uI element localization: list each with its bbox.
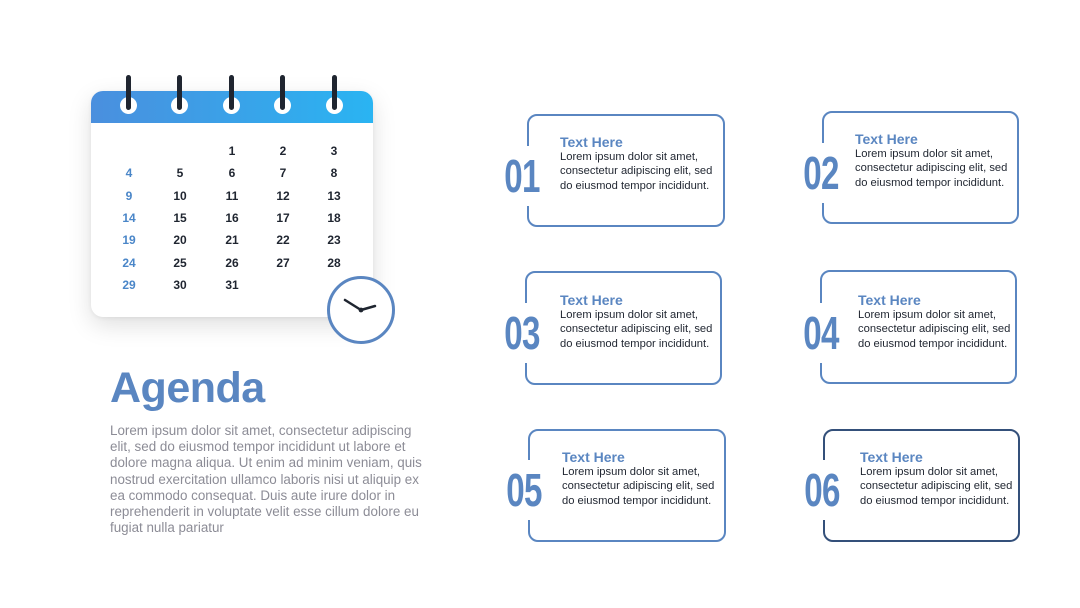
calendar-day: 27 [276, 255, 290, 270]
calendar-day: 19 [122, 233, 136, 248]
calendar-day: 6 [228, 166, 236, 181]
card-title: Text Here [560, 134, 623, 150]
calendar-ring [126, 75, 131, 110]
calendar-day: 4 [125, 166, 133, 181]
calendar-day: 18 [327, 210, 341, 225]
calendar-day: 1 [228, 144, 236, 158]
card-title: Text Here [855, 131, 918, 147]
calendar-day: 9 [125, 188, 133, 203]
calendar-ring [280, 75, 285, 110]
agenda-description: Lorem ipsum dolor sit amet, consectetur adipiscing elit, sed do eiusmod tempor incididunt ut labore et dolore magna aliqua. Ut enim ad minim veniam, quis nostrud exercitation ullamco laboris nisi ut aliquip ex ea commodo consequat. Duis aute irure dolor in reprehenderit in voluptate velit esse cillum dolore eu fugiat nulla pariatur [110, 423, 422, 536]
card-number: 03 [504, 303, 540, 363]
card-text: Lorem ipsum dolor sit amet, consectetur adipiscing elit, sed do eiusmod tempor incididunt. [855, 148, 1008, 189]
calendar-day: 24 [122, 255, 136, 270]
card-number: 02 [803, 143, 839, 203]
card-title: Text Here [560, 292, 623, 308]
calendar-day: 11 [225, 188, 239, 203]
calendar-day: 21 [225, 233, 239, 248]
calendar-day: 22 [276, 233, 290, 248]
card-title: Text Here [562, 449, 625, 465]
calendar-day: 28 [327, 255, 341, 270]
calendar-day: 8 [330, 166, 338, 181]
calendar-day: 13 [327, 188, 341, 203]
calendar-day: 17 [276, 210, 290, 225]
calendar-day: 7 [279, 166, 287, 181]
calendar-day: 29 [122, 277, 136, 292]
calendar-day: 23 [327, 233, 341, 248]
calendar-day: 20 [173, 233, 187, 248]
card-title: Text Here [860, 449, 923, 465]
calendar-day: 5 [176, 166, 184, 181]
card-number: 04 [803, 303, 839, 363]
calendar-day: 16 [225, 210, 239, 225]
calendar-day: 2 [279, 144, 287, 158]
card-text: Lorem ipsum dolor sit amet, consectetur adipiscing elit, sed do eiusmod tempor incididunt. [562, 466, 715, 507]
calendar-day: 10 [173, 188, 187, 203]
calendar-day: 25 [173, 255, 187, 270]
page-title: Agenda [110, 364, 265, 412]
calendar-day: 12 [276, 188, 290, 203]
card-text: Lorem ipsum dolor sit amet, consectetur adipiscing elit, sed do eiusmod tempor incididunt. [858, 309, 1011, 350]
clock-icon [327, 276, 395, 344]
card-text: Lorem ipsum dolor sit amet, consectetur adipiscing elit, sed do eiusmod tempor incididunt. [860, 466, 1013, 507]
calendar-day: 26 [225, 255, 239, 270]
card-number: 06 [804, 460, 840, 520]
calendar-day: 30 [173, 277, 187, 292]
calendar-day: 3 [330, 144, 338, 158]
card-text: Lorem ipsum dolor sit amet, consectetur adipiscing elit, sed do eiusmod tempor incididunt. [560, 151, 713, 192]
calendar-ring [229, 75, 234, 110]
calendar-ring [332, 75, 337, 110]
card-title: Text Here [858, 292, 921, 308]
calendar-ring [177, 75, 182, 110]
calendar-day: 31 [225, 277, 239, 292]
calendar-day: 15 [173, 210, 187, 225]
calendar-day: 14 [122, 210, 136, 225]
card-text: Lorem ipsum dolor sit amet, consectetur adipiscing elit, sed do eiusmod tempor incididunt. [560, 309, 713, 350]
card-number: 05 [506, 460, 542, 520]
card-number: 01 [504, 146, 540, 206]
